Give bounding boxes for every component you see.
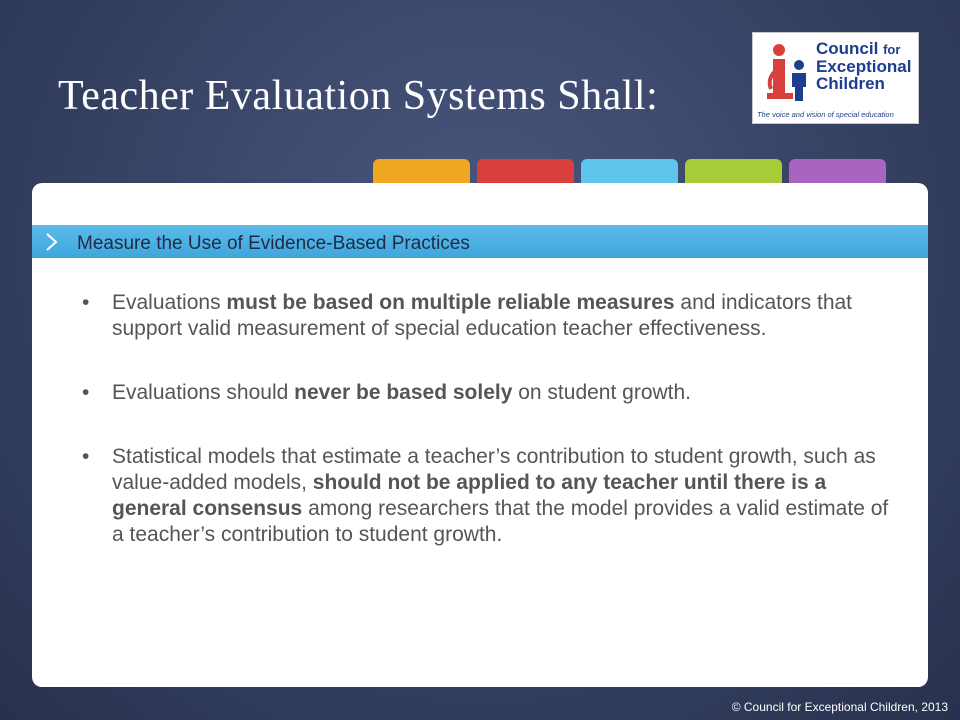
copyright-notice: © Council for Exceptional Children, 2013 bbox=[731, 700, 948, 714]
logo-line3: Children bbox=[816, 74, 885, 93]
section-title: Measure the Use of Evidence-Based Practices bbox=[77, 233, 470, 254]
logo-line2: Exceptional bbox=[816, 57, 912, 76]
chevron-right-icon bbox=[44, 232, 60, 252]
bullet-item bbox=[82, 380, 902, 406]
logo-tagline: The voice and vision of special education bbox=[757, 110, 894, 119]
bullet-emphasis: must be based on multiple reliable measures bbox=[226, 291, 675, 314]
bullet-list bbox=[82, 290, 902, 548]
section-bar bbox=[32, 225, 928, 258]
logo-line1-small: for bbox=[883, 42, 901, 57]
bullet-emphasis: never be based solely bbox=[294, 381, 513, 404]
bullet-item bbox=[82, 444, 902, 548]
bullet-text: Statistical models that estimate a teacher’s contribution to student growth, such as value-added models, bbox=[112, 445, 876, 494]
bullet-text: on student growth. bbox=[512, 381, 692, 404]
bullet-text: and indicators that support valid measurement of special education teacher effectiveness. bbox=[112, 291, 853, 340]
logo-text bbox=[816, 40, 911, 92]
content-card bbox=[32, 183, 928, 687]
cec-logo-mark-icon bbox=[759, 41, 813, 105]
logo-line1: Council bbox=[816, 39, 879, 58]
bullet-text: Evaluations bbox=[112, 291, 227, 314]
bullet-text: among researchers that the model provides a valid estimate of a teacher’s contribution to student growth. bbox=[112, 497, 889, 546]
bullet-item bbox=[82, 290, 902, 342]
bullet-text: Evaluations should bbox=[112, 381, 295, 404]
cec-logo bbox=[752, 32, 919, 124]
bullet-emphasis: should not be applied to any teacher until there is a general consensus bbox=[112, 471, 827, 520]
slide-title: Teacher Evaluation Systems Shall: bbox=[58, 73, 659, 119]
